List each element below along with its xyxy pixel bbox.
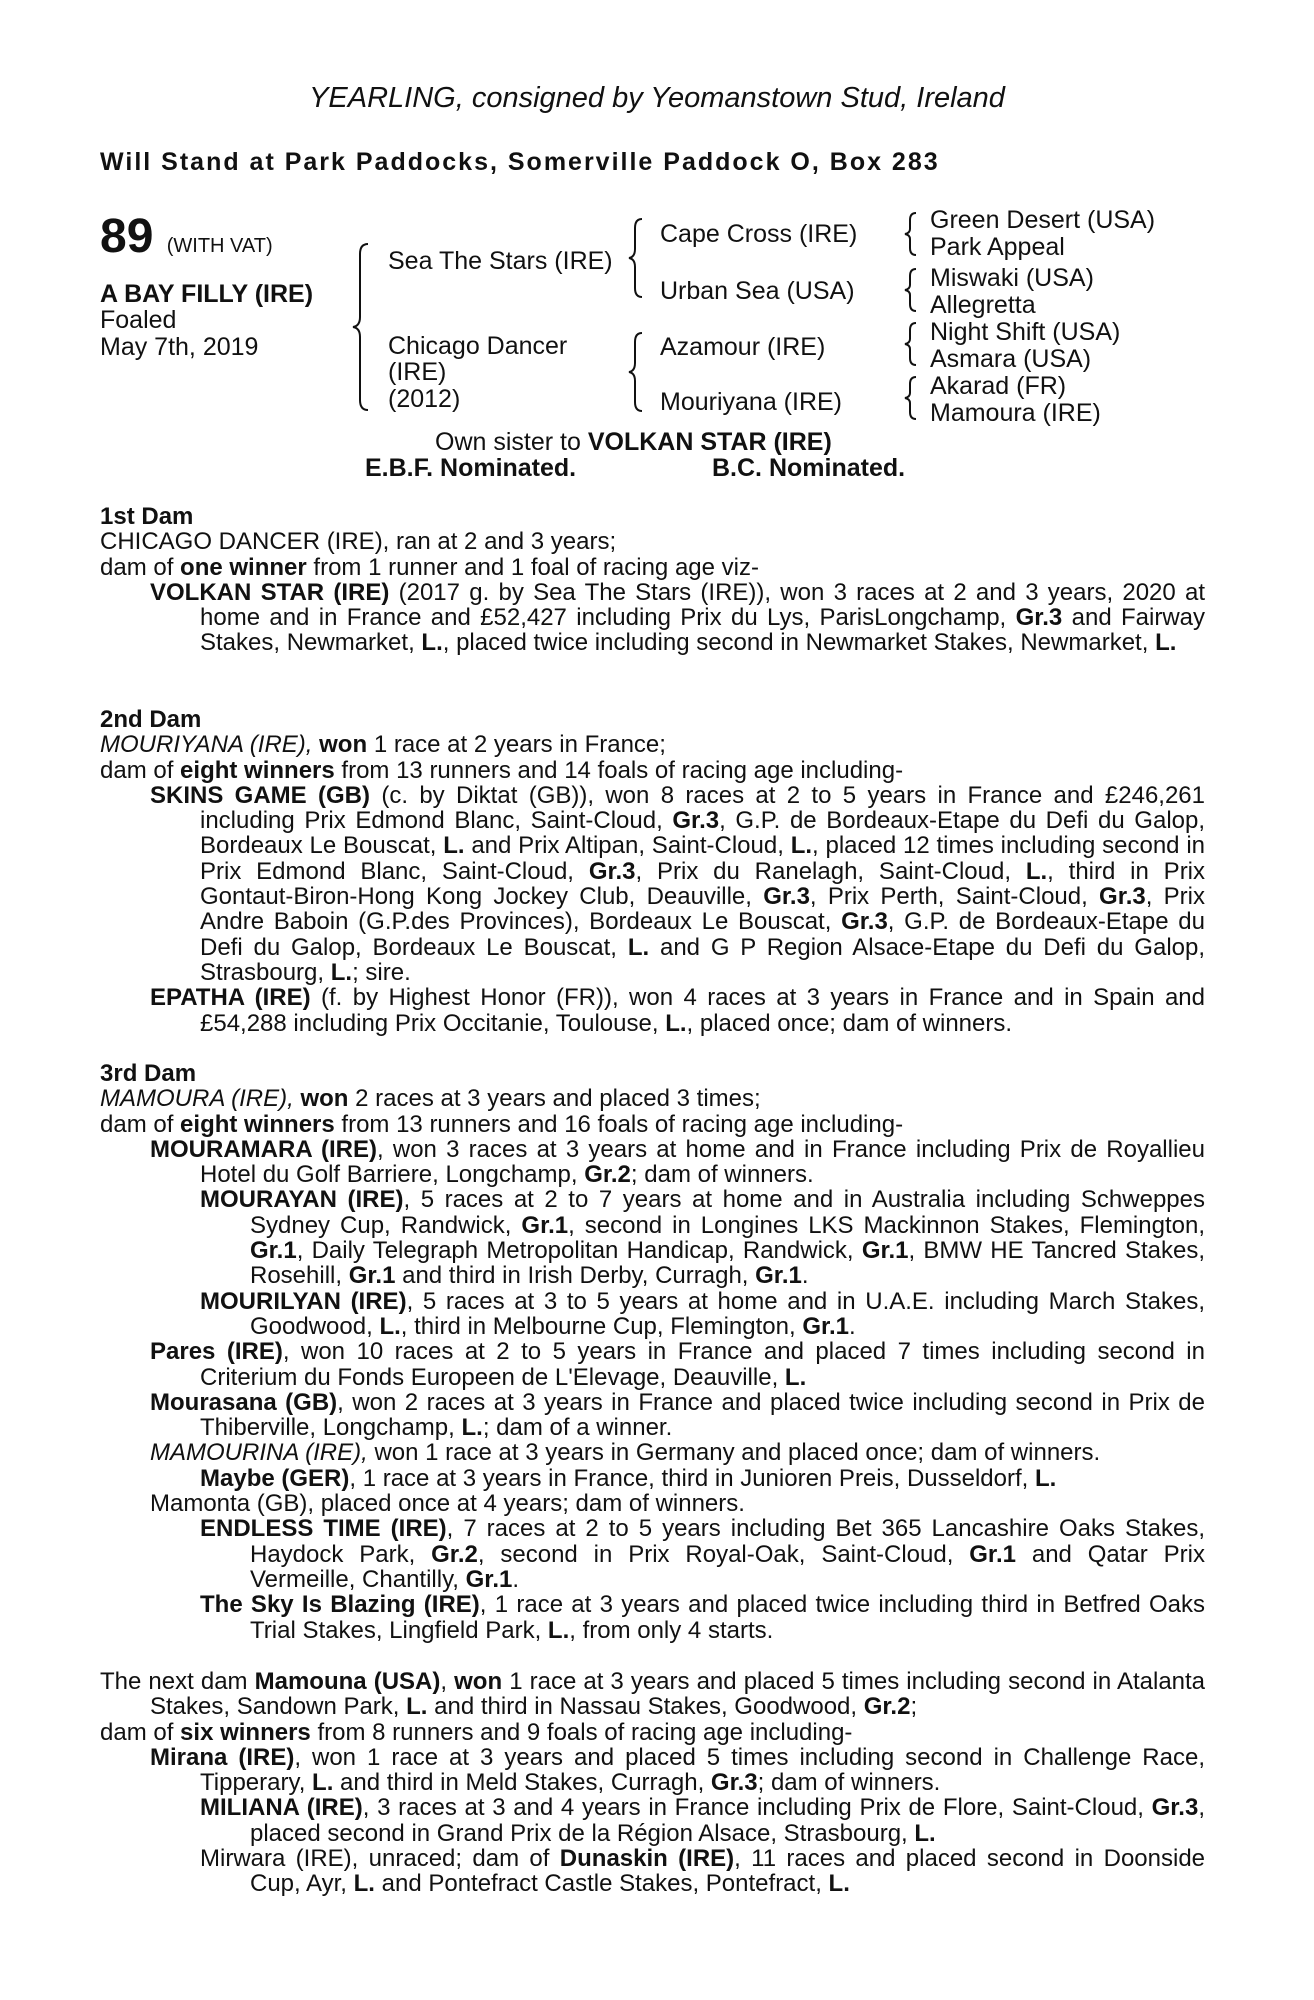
pedigree-brace-sd (902, 266, 922, 314)
next-dam-section: The next dam Mamouna (USA), won 1 race at 3 years and placed 5 times including second in Atalanta Stakes, Sandown Park, L. and third in Nassau Stakes, Goodwood, Gr.2; dam of six winners from 8 runners and 9 foals of racing age including- Mirana (IRE), won 1 race at 3 years and placed 5 times including second in Challenge Race, Tipperary, L. and third in Meld Stakes, Curragh, Gr.3; dam of winners. MILIANA (IRE), 3 races at 3 and 4 years in France including Prix de Flore, Saint-Cloud, Gr.3, placed second in Grand Prix de la Région Alsace, Strasbourg, L. Mirwara (IRE), unraced; dam of Dunaskin (IRE), 11 races and placed second in Doonside Cup, Ayr, L. and Pontefract Castle Stakes, Pontefract, L. (100, 1668, 1206, 1898)
sire-sire-sire: Green Desert (USA) (930, 206, 1156, 234)
dam-sire: Azamour (IRE) (660, 333, 826, 361)
sire-dam-sire: Miswaki (USA) (930, 264, 1094, 292)
pedigree-brace-main (350, 240, 374, 415)
sister-note: Own sister to VOLKAN STAR (IRE) (435, 428, 832, 456)
dam-sire-dam: Asmara (USA) (930, 345, 1092, 373)
stand-location: Will Stand at Park Paddocks, Somerville Paddock O, Box 283 (100, 148, 940, 176)
pedigree-brace-ss (902, 210, 922, 258)
dam-dam: Mouriyana (IRE) (660, 388, 842, 416)
consignment-line: YEARLING, consigned by Yeomanstown Stud, Ireland (309, 82, 1005, 114)
ebf-nomination: E.B.F. Nominated. (365, 454, 577, 482)
section-heading: 1st Dam (100, 503, 194, 530)
progeny-entry: Mamonta (GB), placed once at 4 years; dam of winners. (150, 1490, 745, 1518)
progeny-entry: Mourasana (GB), won 2 races at 3 years in France and placed twice including second in Prix de Thiberville, Longchamp, L.; dam of a winner. (150, 1388, 1205, 1442)
progeny-entry: Maybe (GER), 1 race at 3 years in France, third in Junioren Preis, Dusseldorf, L. (200, 1464, 1057, 1492)
second-dam-section: 2nd Dam MOURIYANA (IRE), won 1 race at 2 years in France; dam of eight winners from 13 runners and 14 foals of racing age including- SKINS GAME (GB) (c. by Diktat (GB)), won 8 races at 2 to 5 years in France and £246,261 including Prix Edmond Blanc, Saint-Cloud, Gr.3, G.P. de Bordeaux-Etape du Defi du Galop, Bordeaux Le Bouscat, L. and Prix Altipan, Saint-Cloud, L., placed 12 times including second in Prix Edmond Blanc, Saint-Cloud, Gr.3, Prix du Ranelagh, Saint-Cloud, L., third in Prix Gontaut-Biron-Hong Kong Jockey Club, Deauville, Gr.3, Prix Perth, Saint-Cloud, Gr.3, Prix Andre Baboin (G.P.des Provinces), Bordeaux Le Bouscat, Gr.3, G.P. de Bordeaux-Etape du Defi du Galop, Bordeaux Le Bouscat, L. and G P Region Alsace-Etape du Defi du Galop, Strasbourg, L.; sire. EPATHA (IRE) (f. by Highest Honor (FR)), won 4 races at 3 years in France and in Spain and £54,288 including Prix Occitanie, Toulouse, L., placed once; dam of winners. (100, 706, 1206, 1037)
lot-number: 89 (100, 210, 154, 263)
dam-line-3: (2012) (388, 385, 461, 413)
progeny-entry: ENDLESS TIME (IRE), 7 races at 2 to 5 years including Bet 365 Lancashire Oaks Stakes, Haydock Park, Gr.2, second in Prix Royal-Oak, Saint-Cloud, Gr.1 and Qatar Prix Vermeille, Chantilly, Gr.1. (200, 1515, 1205, 1593)
progeny-entry: MOURAMARA (IRE), won 3 races at 3 years at home and in France including Prix de Royallieu Hotel du Golf Barriere, Longchamp, Gr.2; dam of winners. (150, 1135, 1205, 1189)
third-dam-section: 3rd Dam MAMOURA (IRE), won 2 races at 3 years and placed 3 times; dam of eight winners from 13 runners and 16 foals of racing age including- MOURAMARA (IRE), won 3 races at 3 years at home and in France including Prix de Royallieu Hotel du Golf Barriere, Longchamp, Gr.2; dam of winners. MOURAYAN (IRE), 5 races at 2 to 7 years at home and in Australia including Schweppes Sydney Cup, Randwick, Gr.1, second in Longines LKS Mackinnon Stakes, Flemington, Gr.1, Daily Telegraph Metropolitan Handicap, Randwick, Gr.1, BMW HE Tancred Stakes, Rosehill, Gr.1 and third in Irish Derby, Curragh, Gr.1. MOURILYAN (IRE), 5 races at 3 to 5 years at home and in U.A.E. including March Stakes, Goodwood, L., third in Melbourne Cup, Flemington, Gr.1. Pares (IRE), won 10 races at 2 to 5 years in France and placed 7 times including second in Criterium du Fonds Europeen de L'Elevage, Deauville, L. Mourasana (GB), won 2 races at 3 years in France and placed twice including second in Prix de Thiberville, Longchamp, L.; dam of a winner. MAMOURINA (IRE), won 1 race at 3 years in Germany and placed once; dam of winners. Maybe (GER), 1 race at 3 years in France, third in Junioren Preis, Dusseldorf, L. Mamonta (GB), placed once at 4 years; dam of winners. ENDLESS TIME (IRE), 7 races at 2 to 5 years including Bet 365 Lancashire Oaks Stakes, Haydock Park, Gr.2, second in Prix Royal-Oak, Saint-Cloud, Gr.1 and Qatar Prix Vermeille, Chantilly, Gr.1. The Sky Is Blazing (IRE), 1 race at 3 years and placed twice including third in Betfred Oaks Trial Stakes, Lingfield Park, L., from only 4 starts. (100, 1060, 1205, 1644)
progeny-entry: MOURILYAN (IRE), 5 races at 3 to 5 years at home and in U.A.E. including March Stakes, Goodwood, L., third in Melbourne Cup, Flemington, Gr.1. (200, 1287, 1205, 1340)
progeny-entry: Mirana (IRE), won 1 race at 3 years and placed 5 times including second in Challenge Race, Tipperary, L. and third in Meld Stakes, Curragh, Gr.3; dam of winners. (150, 1743, 1205, 1797)
foaled-date: May 7th, 2019 (100, 333, 259, 361)
section-heading: 2nd Dam (100, 706, 202, 733)
bc-nomination: B.C. Nominated. (712, 454, 906, 482)
sire-dam: Urban Sea (USA) (660, 277, 855, 305)
pedigree-brace-ds (902, 320, 922, 368)
foaled-label: Foaled (100, 306, 177, 334)
progeny-entry: Mirwara (IRE), unraced; dam of Dunaskin (IRE), 11 races and placed second in Doonside Cup, Ayr, L. and Pontefract Castle Stakes, Pontefract, L. (200, 1845, 1206, 1898)
dam-dam-dam: Mamoura (IRE) (930, 399, 1101, 427)
progeny-entry: Pares (IRE), won 10 races at 2 to 5 years in France and placed 7 times including second in Criterium du Fonds Europeen de L'Elevage, Deauville, L. (150, 1338, 1205, 1391)
dam-sire-sire: Night Shift (USA) (930, 318, 1121, 346)
lot-number-block (100, 212, 273, 271)
progeny-entry: MAMOURINA (IRE), won 1 race at 3 years in Germany and placed once; dam of winners. (150, 1439, 1101, 1467)
progeny-entry: MILIANA (IRE), 3 races at 3 and 4 years in France including Prix de Flore, Saint-Cloud, Gr.3, placed second in Grand Prix de la Région Alsace, Strasbourg, L. (200, 1794, 1205, 1847)
first-dam-section: 1st Dam CHICAGO DANCER (IRE), ran at 2 and 3 years; dam of one winner from 1 runner and 1 foal of racing age viz- VOLKAN STAR (IRE) (2017 g. by Sea The Stars (IRE)), won 3 races at 2 and 3 years, 2020 at home and in France and £52,427 including Prix du Lys, ParisLongchamp, Gr.3 and Fairway Stakes, Newmarket, L., placed twice including second in Newmarket Stakes, Newmarket, L. (100, 503, 1206, 657)
sister-name: VOLKAN STAR (IRE) (587, 428, 832, 456)
pedigree-brace-sire (626, 216, 648, 301)
dam-line-1: Chicago Dancer (388, 332, 568, 360)
lot-name: A BAY FILLY (IRE) (100, 280, 314, 308)
sire-sire: Cape Cross (IRE) (660, 220, 858, 248)
pedigree-brace-dam (626, 330, 648, 415)
progeny-entry: SKINS GAME (GB) (c. by Diktat (GB)), won 8 races at 2 to 5 years in France and £246,261 including Prix Edmond Blanc, Saint-Cloud, Gr.3, G.P. de Bordeaux-Etape du Defi du Galop, Bordeaux Le Bouscat, L. and Prix Altipan, Saint-Cloud, L., placed 12 times including second in Prix Edmond Blanc, Saint-Cloud, Gr.3, Prix du Ranelagh, Saint-Cloud, L., third in Prix Gontaut-Biron-Hong Kong Jockey Club, Deauville, Gr.3, Prix Perth, Saint-Cloud, Gr.3, Prix Andre Baboin (G.P.des Provinces), Bordeaux Le Bouscat, Gr.3, G.P. de Bordeaux-Etape du Defi du Galop, Bordeaux Le Bouscat, L. and G P Region Alsace-Etape du Defi du Galop, Strasbourg, L.; sire. (150, 781, 1206, 986)
progeny-entry: MOURAYAN (IRE), 5 races at 2 to 7 years at home and in Australia including Schweppes Sydney Cup, Randwick, Gr.1, second in Longines LKS Mackinnon Stakes, Flemington, Gr.1, Daily Telegraph Metropolitan Handicap, Randwick, Gr.1, BMW HE Tancred Stakes, Rosehill, Gr.1 and third in Irish Derby, Curragh, Gr.1. (200, 1186, 1205, 1290)
section-heading: 3rd Dam (100, 1060, 197, 1087)
dam-dam-sire: Akarad (FR) (930, 372, 1067, 400)
sire-sire-dam: Park Appeal (930, 233, 1065, 261)
progeny-entry: The Sky Is Blazing (IRE), 1 race at 3 years and placed twice including third in Betfred Oaks Trial Stakes, Lingfield Park, L., from only 4 starts. (200, 1591, 1205, 1644)
vat-note: (WITH VAT) (166, 235, 273, 257)
progeny-entry: EPATHA (IRE) (f. by Highest Honor (FR)), won 4 races at 3 years in France and in Spain and £54,288 including Prix Occitanie, Toulouse, L., placed once; dam of winners. (150, 984, 1205, 1037)
pedigree-brace-dd (902, 374, 922, 422)
sire: Sea The Stars (IRE) (388, 247, 613, 275)
sire-dam-dam: Allegretta (930, 291, 1036, 319)
progeny-entry: VOLKAN STAR (IRE) (2017 g. by Sea The Stars (IRE)), won 3 races at 2 and 3 years, 2020 at home and in France and £52,427 including Prix du Lys, ParisLongchamp, Gr.3 and Fairway Stakes, Newmarket, L., placed twice including second in Newmarket Stakes, Newmarket, L. (150, 578, 1206, 657)
dam-line-2: (IRE) (388, 358, 447, 386)
